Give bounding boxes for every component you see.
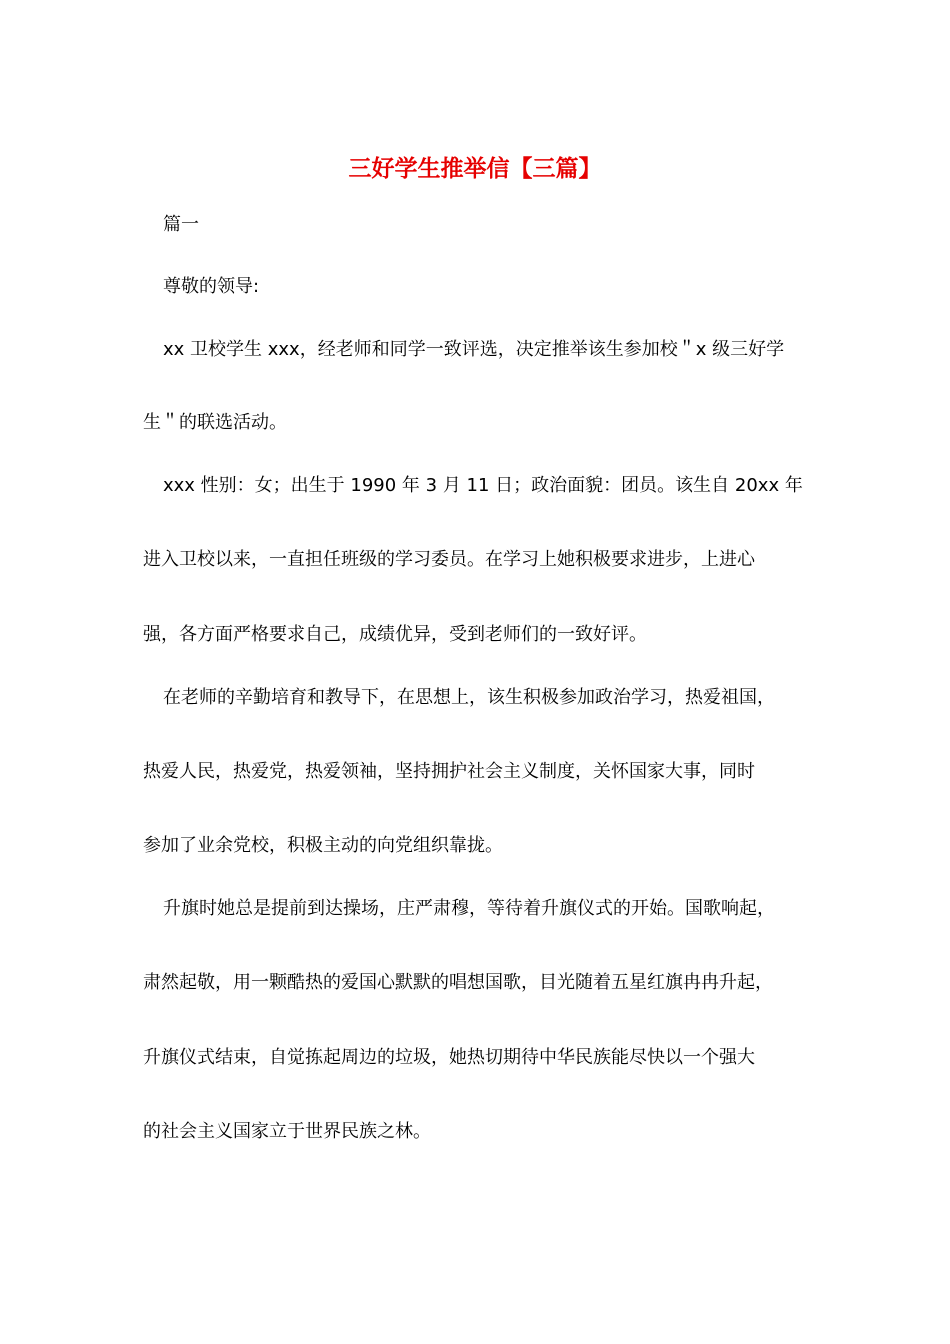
paragraph-line: 参加了业余党校，积极主动的向党组织靠拢。	[143, 835, 503, 856]
paragraph-line: 的社会主义国家立于世界民族之林。	[143, 1121, 431, 1142]
paragraph-line: 升旗时她总是提前到达操场，庄严肃穆，等待着升旗仪式的开始。国歌响起，	[163, 898, 775, 919]
paragraph-line: 强，各方面严格要求自己，成绩优异，受到老师们的一致好评。	[143, 624, 647, 645]
paragraph-line: xxx 性别：女；出生于 1990 年 3 月 11 日；政治面貌：团员。该生自 20xx 年	[163, 475, 803, 496]
paragraph-line: 升旗仪式结束，自觉拣起周边的垃圾，她热切期待中华民族能尽快以一个强大	[143, 1047, 755, 1068]
paragraph-line: 肃然起敬，用一颗酷热的爱国心默默的唱想国歌，目光随着五星红旗冉冉升起，	[143, 972, 773, 993]
paragraph-line: 进入卫校以来，一直担任班级的学习委员。在学习上她积极要求进步，上进心	[143, 549, 755, 570]
document-title: 三好学生推举信【三篇】	[348, 155, 602, 182]
paragraph-line: 热爱人民，热爱党，热爱领袖，坚持拥护社会主义制度，关怀国家大事，同时	[143, 761, 755, 782]
section-heading: 篇一	[163, 214, 199, 235]
paragraph-line: 生＂的联选活动。	[143, 412, 287, 433]
salutation: 尊敬的领导:	[163, 276, 260, 297]
paragraph-line: 在老师的辛勤培育和教导下，在思想上，该生积极参加政治学习，热爱祖国，	[163, 687, 775, 708]
paragraph-line: xx 卫校学生 xxx，经老师和同学一致评选，决定推举该生参加校＂x 级三好学	[163, 339, 785, 360]
